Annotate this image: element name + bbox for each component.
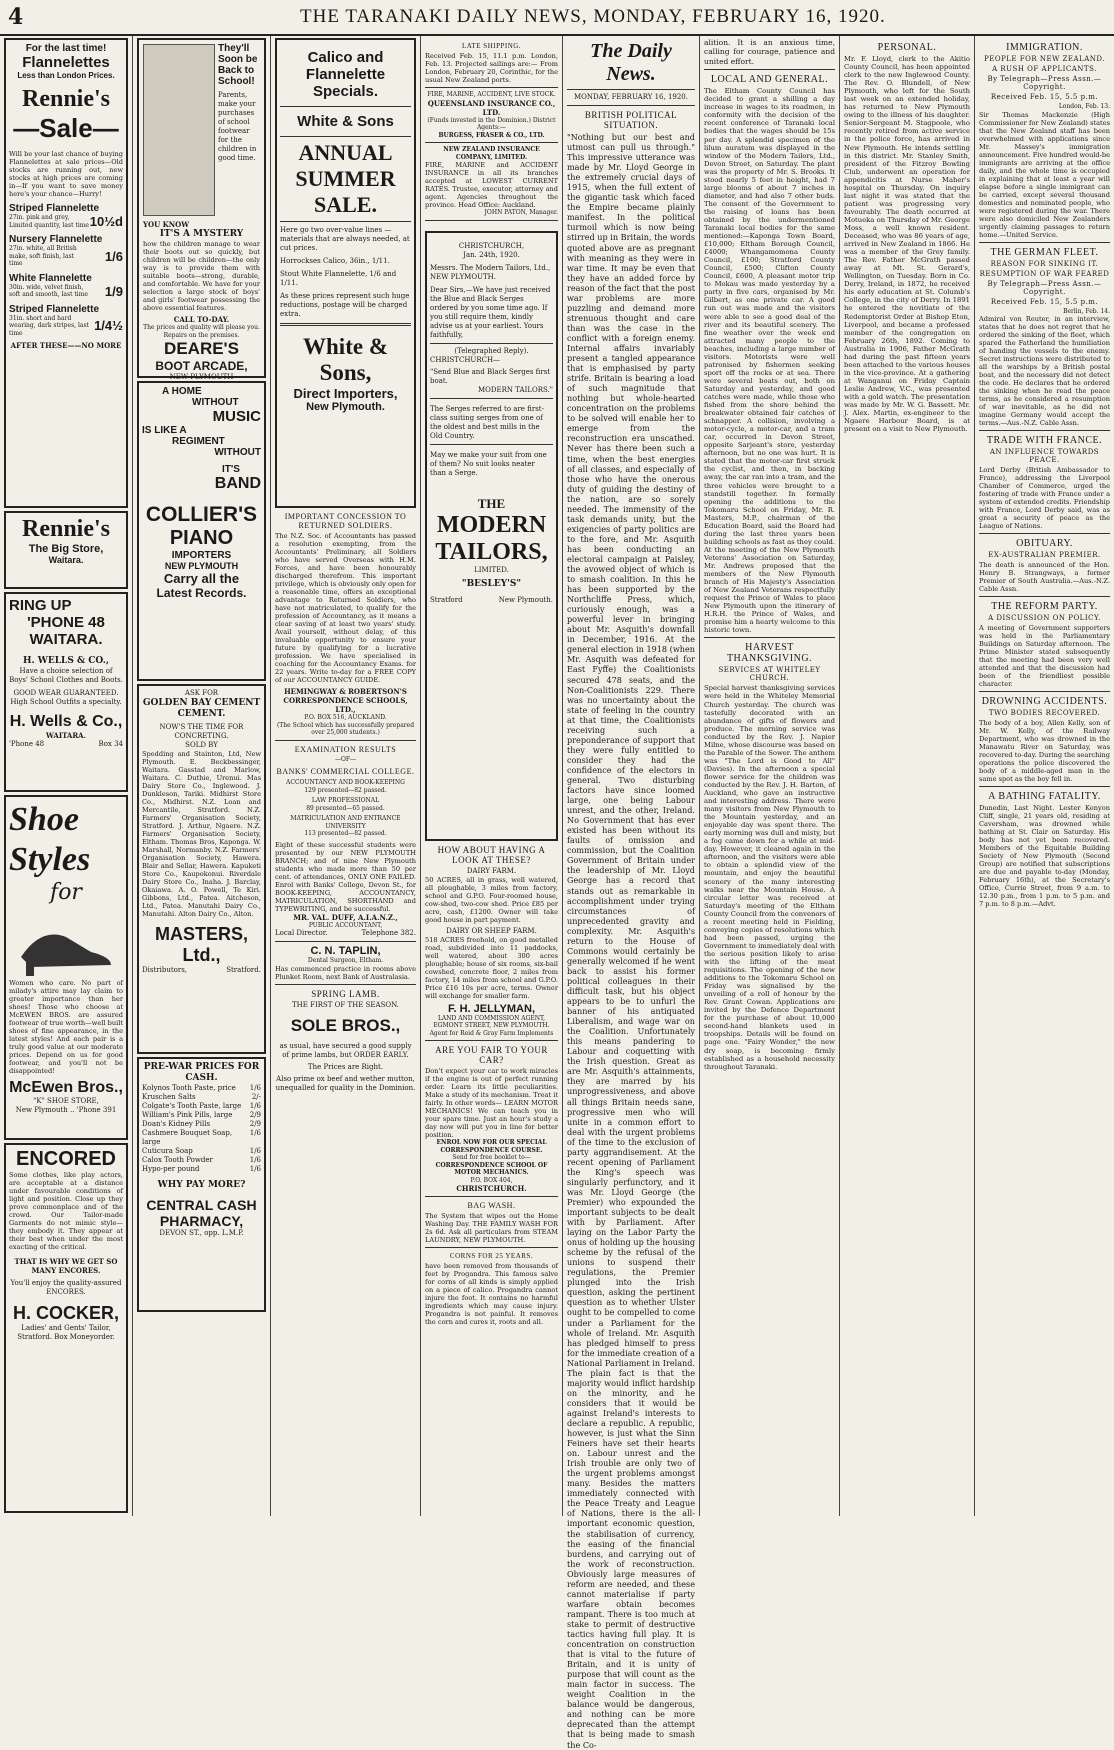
price-value: 2/- <box>251 1093 261 1101</box>
phone-number: 'PHONE 48 <box>27 614 105 631</box>
its: IT'S <box>222 464 240 475</box>
store-name: Rennie's <box>21 86 110 112</box>
editorial-cont: alition. It is an anxious time, calling for courage, patience and united effort. <box>704 38 835 66</box>
obit-text: The death is announced of the Hon. Henry B. Strangways, a former Premier of South Australia.—Aus.-N.Z. Cable Assn. <box>979 561 1110 593</box>
letter-messrs: Messrs. The Modern Tailors, Ltd., NEW PLYMOUTH. <box>430 263 551 281</box>
price-value: 1/6 <box>249 1084 261 1092</box>
besleys: "BESLEY'S" <box>461 578 522 589</box>
letter-date: Jan. 24th, 1920. <box>463 250 520 259</box>
guaranteed: GOOD WEAR GUARANTEED. <box>13 689 119 697</box>
column-2 <box>133 36 271 1516</box>
encored-text: Some clothes, like play actors, are acceptable at a distance under favourable conditions of light and position. Close up they prove commonplace and of the crowd. Our Tailor-made Garments do not mimic style—they embody it. They appear at their best when under the most exacting of the critical. <box>9 1171 123 1251</box>
cocker-sub: Ladies' and Gents' Tailor, Stratford. Box Moneyorder. <box>17 1324 115 1341</box>
trade-text: Lord Derby (British Ambassador to France), addressing the Liverpool Chamber of Commerce, urged the fostering of trade with France under a system of extended credits. Friendship with France, Lord Derby said, was as great a security of peace as the League of Nations. <box>979 466 1110 530</box>
trade-france: TRADE WITH FRANCE. <box>986 435 1103 446</box>
hemingway-addr: P.O. BOX 516, AUCKLAND. <box>304 714 387 721</box>
you-know: YOU KNOW <box>143 220 190 229</box>
enrol-now: ENROL NOW FOR OUR SPECIAL CORRESPONDENCE COURSE. <box>436 1139 547 1154</box>
carry-all: Carry all the <box>163 571 240 586</box>
reform-text: A meeting of Government supporters was held in the Parliamentary Buildings on Saturday afternoon. The Prime Minister stated subsequently that the meeting had been very well attended and that the discussion had been of the friendliest possible character. <box>979 624 1110 688</box>
fleet-resume: RESUMPTION OF WAR FEARED <box>979 269 1110 278</box>
price-row <box>142 1129 261 1147</box>
taplin-name: C. N. TAPLIN, <box>310 945 381 957</box>
wells-text: Have a choice selection of Boys' School Clothes and Boots. <box>9 667 123 684</box>
bathing-fatality: A BATHING FATALITY. <box>988 791 1101 802</box>
encored-title: ENCORED <box>15 1148 116 1170</box>
item-price: 1/6 <box>104 248 123 264</box>
price-value: 2/9 <box>249 1120 261 1128</box>
price-list <box>142 1084 261 1174</box>
public-accountant: PUBLIC ACCOUNTANT, <box>308 921 383 929</box>
wells-name: H. WELLS & CO., <box>22 656 110 666</box>
reform-sub: A DISCUSSION ON POLICY. <box>988 614 1101 622</box>
music: MUSIC <box>212 408 261 425</box>
trade-sub: AN INFLUENCE TOWARDS PEACE. <box>989 448 1100 464</box>
white-sons-town: New Plymouth. <box>306 401 385 413</box>
white-sons-name: White & Sons <box>297 113 394 130</box>
rush-applicants: A RUSH OF APPLICANTS. <box>992 65 1097 73</box>
is-like-a: IS LIKE A <box>142 425 187 436</box>
jellyman: F. H. JELLYMAN, <box>448 1002 535 1015</box>
reply-signed: MODERN TAILORS." <box>477 385 553 394</box>
item-price: 1/4½ <box>94 318 123 334</box>
the: THE <box>477 495 506 511</box>
dairy-text: 50 ACRES, all in grass, well watered, all ploughable, 3 miles from factory, school and G.P.O. Four-roomed house, cow-shed, two-cow shed. Price £85 per acre, cash, £1200. Owner will take good house in part payment. <box>425 875 558 924</box>
booklet: Send for free booklet to— <box>452 1154 531 1161</box>
harvest-sub: SERVICES AT WHITELEY CHURCH. <box>718 666 821 683</box>
cement: CEMENT. <box>177 709 226 719</box>
result-1: ACCOUNTANCY AND BOOK-KEEPING <box>286 779 405 786</box>
summer: SUMMER <box>295 166 396 191</box>
price-value: 1/6 <box>249 1156 261 1164</box>
harvest-text: Special harvest thanksgiving services were held in the Whiteley Memorial Church yesterday. The church was tastefully decorated with an abundance of gifts of flowers and produce. The morning service was conducted by the Rev. J. Napier Milne, whose discourse was based on the Parable of the Sower. The anthem was "The Lord is Good to All" (Davies). In the afternoon a special flower service for the children was conducted by the Rev. J. H. Barton, of Auckland, who gave an instructive and interesting address. There were many visitors from New Plymouth to the Mountain yesterday, and an enjoyable day was spent there. The early morning was dull and misty, but a fog came down for a while at mid-day. However, it cleared again in the afternoon, and the visitors were able to obtain a splendid view of the mountain, and enjoy the beautiful scenery of the many interesting walks near the Mountain House. A circular letter was received at Saturday's meeting of the Eltham County Council from the convenors of a recent meeting held in Fielding, conveying copies of resolutions which had been passed, urging the Government to immediately deal with the serious position likely to arise with the lifting of the meat requisitions. The opening of the new additions to the Tokomaru School on Friday was signalised by the unveiling of a roll of honour by the Rev. Grant Cowan. Applications are invited by the Defence Department for the purchase of about 10,000 second-hand blankets used in troopships. Details will be found on page one. "Fairy Wonder," the new dry soap, is becoming firmly established as a household necessity throughout Taranaki. <box>704 684 836 1071</box>
german-fleet: THE GERMAN FLEET. <box>990 246 1099 258</box>
exam-head: EXAMINATION RESULTS <box>294 744 397 754</box>
price-row <box>142 1120 261 1129</box>
flannelette-item <box>9 203 123 229</box>
corr-school: CORRESPONDENCE SCHOOL OF MOTOR MECHANICS. <box>435 1161 548 1176</box>
john-paton: JOHN PATON, Manager. <box>484 209 558 216</box>
shipping-text: Received Feb. 15, 11.1 p.m. London, Feb. 13. Projected sailings are:— From London, February 20, Corinthic, for the usual New Zealand ports. <box>425 52 558 84</box>
telephone: Telephone 382. <box>361 929 416 937</box>
town: WAITARA. <box>29 631 103 648</box>
corr-city: CHRISTCHURCH. <box>456 1184 527 1193</box>
no-more-notice: AFTER THESE——NO MORE <box>10 341 122 350</box>
boot-arcade: BOOT ARCADE, <box>155 359 248 373</box>
also-beef: Also prime ox beef and wether mutton, unequalled for quality in the Dominion. <box>275 1074 416 1092</box>
editorial-date: MONDAY, FEBRUARY 16, 1920. <box>573 93 688 101</box>
nz-insurance: NEW ZEALAND INSURANCE COMPANY, LIMITED. <box>443 146 540 161</box>
collier-town: NEW PLYMOUTH <box>164 561 239 571</box>
shoe-for: for <box>50 880 82 905</box>
bag-wash: BAG WASH. <box>467 1201 516 1210</box>
column-1 <box>0 36 133 1516</box>
mcewen-shoe-ad <box>4 795 128 1140</box>
masthead <box>0 0 1114 36</box>
column-3 <box>271 36 421 1516</box>
fair-to-car: ARE YOU FAIR TO YOUR CAR? <box>435 1045 548 1065</box>
immigration-head: IMMIGRATION. <box>1006 42 1083 53</box>
piano: PIANO <box>169 527 234 549</box>
val-duff: MR. VAL. DUFF, A.I.A.N.Z., <box>293 912 398 922</box>
letter-city: CHRISTCHURCH, <box>458 241 525 250</box>
regiment: REGIMENT <box>172 436 225 447</box>
local-general: LOCAL AND GENERAL. <box>710 74 829 86</box>
sole-bros: SOLE BROS., <box>290 1015 401 1035</box>
sale-title: —Sale— <box>13 113 119 143</box>
sold-by: SOLD BY <box>185 741 218 749</box>
calico-line: Horrockses Calico, 36in., 1/11. <box>280 257 390 265</box>
price-value: 1/6 <box>249 1165 261 1173</box>
flannelette-line: Stout White Flannelette, 1/6 and 1/11. <box>280 270 397 287</box>
drown-text: The body of a boy, Allen Kelly, son of Mr. W. Kelly, of the Railway Department, who was drowned in the Manawatu River on Saturday, was recovered to-day. During the searching operations the police discovered the body of a middle-aged man in the same spot as the boy fell in. <box>979 719 1110 783</box>
how-about: HOW ABOUT HAVING A LOOK AT THESE? <box>437 844 546 865</box>
qld-sub: (Funds invested in the Dominion.) District Agents:— <box>427 116 556 131</box>
item-name: Nursery Flannelette <box>9 234 103 245</box>
price-row <box>142 1165 261 1174</box>
item-desc: 31in. short and hard wearing, dark stripes, last time <box>9 314 89 337</box>
call-today: CALL TO-DAY. <box>173 315 230 324</box>
annual: ANNUAL <box>298 140 393 165</box>
deares-ad <box>137 38 266 381</box>
page-number: 4 <box>8 4 24 30</box>
flannelette-item <box>9 234 123 268</box>
telegraphed-reply: (Telegraphed Reply). <box>454 346 529 355</box>
repairs: Repairs on the premises. <box>163 331 240 339</box>
tailors-strat: Stratford <box>430 595 463 604</box>
without-1: WITHOUT <box>192 397 239 408</box>
sale-text: Here go two over-value lines —materials that are always needed, at cut prices. <box>280 226 410 252</box>
late-shipping: LATE SHIPPING. <box>461 42 522 50</box>
deares-name: DEARE'S <box>164 339 239 358</box>
masters-town: Stratford. <box>226 966 261 974</box>
reply-send: "Send Blue and Black Serges first boat. <box>430 367 551 385</box>
ad-header: For the last time! <box>25 43 107 54</box>
importers: IMPORTERS <box>171 550 232 561</box>
golden-bay: GOLDEN BAY CEMENT <box>142 698 261 708</box>
agent-for: Agent for Reid & Gray Farm Implements <box>429 1029 554 1037</box>
store-town: Waitara. <box>48 555 84 565</box>
fleet-received: Received Feb. 15, 5.5 p.m. <box>990 297 1099 306</box>
hemingway-text: (The School which has successfully prepared over 25,000 students.) <box>276 721 415 736</box>
pharmacy: PHARMACY, <box>159 1213 244 1229</box>
item-name: Striped Flannelette <box>9 203 100 214</box>
land-agent: LAND AND COMMISSION AGENT, EGMONT STREET, NEW PLYMOUTH. <box>433 1014 550 1029</box>
price-value: 1/6 <box>249 1147 261 1155</box>
price-row <box>142 1156 261 1165</box>
two-bodies: TWO BODIES RECOVERED. <box>988 709 1101 717</box>
fair-text: Don't expect your car to work miracles if the engine is out of perfect running order. Learn its little peculiarities. Make a study of its mechanism. Treat it fairly. In other words— LEARN MOTOR MECHANICS! We can teach you in your spare time. Just an hour's study a day now will put you in line for better position. <box>425 1067 558 1139</box>
price-row <box>142 1102 261 1111</box>
price-item: Calox Tooth Powder <box>142 1156 213 1164</box>
modern: MODERN <box>436 511 547 538</box>
people-nz: PEOPLE FOR NEW ZEALAND. <box>984 55 1105 63</box>
corns-text: have been removed from thousands of feet by Progandra. This famous salve for corns of all kinds is simply applied on a piece of calico. Progandra cannot injure the foot. It contains no harmful ingredients which may cause injury. Progandra is not painful. It removes the corn and cures it, roots and all. <box>425 1262 558 1326</box>
ad-intro: Will be your last chance of buying Flannelettes at sale prices—Old stocks are running out, new stocks at high prices are coming in—If you want to save money here's your chance—Hurry! <box>9 150 123 198</box>
bag-text: The System that wipes out the Home Washing Day. THE FAMILY WASH FOR 2s 6d. Ask all particulars from STEAM LAUNDRY, NEW PLYMOUTH. <box>425 1212 558 1244</box>
personal-head: PERSONAL. <box>877 42 937 53</box>
wells-box: Box 34 <box>98 740 123 748</box>
exam-of: —OF— <box>334 755 357 763</box>
encored-why: THAT IS WHY WE GET SO MANY ENCORES. <box>14 1257 118 1275</box>
corr-pobox: P.O. BOX 404, <box>470 1176 513 1184</box>
price-item: Colgate's Tooth Paste, large <box>142 1102 242 1110</box>
serges-text: The Serges referred to are first-class suiting serges from one of the oldest and best mills in the Old Country. <box>430 404 544 440</box>
latest-records: Latest Records. <box>156 586 247 600</box>
imm-received: Received Feb. 15, 5.5 p.m. <box>990 93 1099 101</box>
sale: SALE. <box>314 192 377 217</box>
taplin-sub: Dental Surgeon, Eltham. <box>307 957 384 964</box>
imm-london: London, Feb. 13. <box>1058 103 1110 110</box>
personal-text: Mr. F. Lloyd, clerk to the Akitio County Council, has been appointed clerk to the new Inglewood County. The Rev. O. Blundell, of New Plymouth, who left for the South last week on an extended holiday, has returned to New Plymouth owing to the illness of his daughter. Senior-Sergeant M. Stagpoole, who recently retired from active service in the police force, has arrived in New Plymouth. He intends settling in this district. Mr. Stanley Smith, president of the Fitzroy Bowling Club, underwent an operation for appendicitis at Nurse Maher's hospital on Thursday. On inquiry last night it was stated that the patient was progressing very favourably. The death occurred at Motueka on Thursday of Mr. George Moss, a well known resident. Deceased, who was 86 years of age, arrived in New Zealand in 1866. He was a member of the Grey family. The Rev. Father McGrath passed away at Mt. St. Gerard's, Wellington, on Tuesday. Born in Co. Derry, Ireland, in 1872, he received his early education at St. Columb's College, in the city of Derry. In 1891 he entered the novitiate of the Redemptorist Order at Bishop Eton, Liverpool, and became a professed member of the congregation on February 26th, 1892. Coming to Australia in 1906, Father McGrath had during the past fifteen years been attached to the various houses in the vice-province. At a gathering at Wanganui on Friday Captain Leslie Andrew, V.C., was presented with a gold watch. The presentation was made by Mr. W. G. Bassett. Mr. J. Alex. Martin, ex-engineer to the Ngaere Harbour Board, is at present on a visit to New Plymouth. <box>844 55 970 434</box>
result-1-num: 129 presented—82 passed. <box>304 786 387 794</box>
concession-head: IMPORTANT CONCESSION TO RETURNED SOLDIERS. <box>284 512 407 530</box>
price-row <box>142 1093 261 1102</box>
mystery-text: how the children manage to wear their boots out so quickly, but children will be children—the only way is to provide them with suitable boots—strong, durable, and comfortable. We have for your selection a large stock of boys' and girls' footwear possessing the above essential features. <box>143 240 260 312</box>
mcewen-name: McEwen Bros., <box>9 1079 123 1096</box>
item-price: 1/9 <box>104 283 123 299</box>
ex-premier: EX-AUSTRALIAN PREMIER. <box>988 551 1101 559</box>
prices-right: The Prices are Right. <box>307 1062 384 1071</box>
editorial-text: "Nothing but our best and utmost can pull us through." This impressive utterance was made by Mr. Lloyd George in the extremely crucial days of 1915, when the full extent of the gigantic task which faced the Empire became plainly manifest. In the political turmoil which is now being stirred up in Britain, the words quoted above are as pregnant with meaning as they were in war time. It may be even that they have an added force by reason of the fact that the post war problems are more puzzling and demand more strenuous thought and care than was the case in the conflict with a foreign enemy. Internal affairs invariably present a tangled appearance that is emphasised by party strife. Britain is bearing a load of such magnitude that nothing but whole-hearted concentration on the problems to be solved will enable her to emerge from the reconstruction era unscathed. Never has there been such a time, when the best energies of all classes, and especially of those who have the onerous duty of guiding the destiny of the nation, are so sorely needed. The immensity of the task demands unity, but the exigencies of party politics are to the fore, and Mr. Asquith has been conducting an electoral campaign at Paisley, the avowed object of which is to smash coalition. In this he has been supported by the Northcliffe Press, which, curiously enough, was a powerful lever in bringing about Mr. Asquith's downfall in December, 1916. At the general election in 1918 (when Mr. Asquith was defeated for East Fyffe) the Coalitionists secured 478 seats, and the Non-Coalitionists 229. There was no uncertainty about the state of feeling in the country at that time, the Coalitionists receiving such a preponderance of support that they were fully entitled to consider they had the confidence of the electors in general. Two disturbing factors have since loomed large, one being Labour unrest, and the other, Ireland. No Government that has ever existed has been without its faults of omission and commission, but the Coalition Government of Britain under the leadership of Mr. Lloyd George has a record that stands out as remarkable in accomplishment under trying circumstances of unprecedented gravity and complexity. Mr. Asquith's return to the House of Commons would certainly be generally welcomed if he went back to assist his former political colleagues in their difficult task, but his object appears to be to unfurl the banner of his antiquated Liberalism, and wage war on the Coalition. Unfortunately this means pandering to Labour and coquetting with the Irish question. Great as are Mr. Asquith's attainments, they are marred by his unprogressiveness, and above all things Britain needs sane, progressive men who will unite in a common effort to deal with the urgent problems of the time to the exclusion of party aggrandisement. At the recent opening of Parliament the King's speech was singularly perfunctory, and it was Mr. Lloyd George (the Premier) who expounded the important subjects to be dealt with by Parliament. After laying on the Labor Party the onus of holding up the housing scheme by the refusal of the unions to suspend their regulations, the Premier plunged into the Irish question, asking the pertinent question as to whether Ulster ought to be compelled to come under a Parliament for the whole of Ireland. Mr. Asquith has pledged himself to press for the immediate creation of a National Parliament in Ireland. The plain fact is that the majority would inflict hardship on the minority, and he considers that it would be against Ireland's interests to declare a republic. A republic, however, is just what the Sinn Feiners have set their hearts on. Labour unrest and the Irish trouble are only two of the urgent problems amongst many. Besides the matters immediately connected with the Peace Treaty and League of Nations, there is the all-important economic question, the stabilisation of currency, the easing of the financial burdens, and carrying out of the work of reconstruction. Obviously large measures of reform are needed, and these cannot materialise if party warfare obtain becomes rampant. There is too much at stake to permit of destructive tactics having full play. It is concentration on construction that is vital to the future of Britain, and it is unity of purpose that will count as the main factor in success. The weight Coalition in the balance would be dangerous, and nothing can be more deprecated than the attempt that is being made to smash the Co- <box>567 132 695 1750</box>
item-desc: 30in. wide, velvet finish, soft and smooth, last time <box>9 283 88 298</box>
burgess: BURGESS, FRASER & CO., LTD. <box>438 131 545 139</box>
editorial-headline: BRITISH POLITICAL SITUATION. <box>584 110 678 130</box>
calico-title: Calico and Flannelette Specials. <box>305 49 386 100</box>
column-5 <box>563 36 700 1750</box>
sheep-farm: DAIRY OR SHEEP FARM. <box>446 926 537 935</box>
harvest-head: HARVEST THANKSGIVING. <box>726 642 813 665</box>
hemingway-name: HEMINGWAY & ROBERTSON'S CORRESPONDENCE SCHOOLS, LTD., <box>283 687 408 714</box>
tailors: TAILORS, <box>435 538 548 565</box>
masters-name: MASTERS, Ltd., <box>154 924 248 965</box>
ring-up: RING UP <box>9 597 72 614</box>
limited: LIMITED. <box>474 565 509 574</box>
direct-importers: Direct Importers, <box>293 386 398 401</box>
back-to-school: They'll Soon be Back to School! <box>218 43 258 87</box>
white-sons-bottom: White & Sons, <box>303 334 388 385</box>
flannelette-items <box>9 203 123 337</box>
price-value: 1/6 <box>249 1102 261 1110</box>
back-to-school-text: Parents, make your purchases of school footwear for the children in good time. <box>218 91 257 162</box>
ask-for: ASK FOR <box>184 689 219 697</box>
without-2: WITHOUT <box>214 447 261 458</box>
sole-text: as usual, have secured a good supply of prime lambs, but ORDER EARLY. <box>279 1041 412 1059</box>
fleet-byline: By Telegraph—Press Assn.—Copyright. <box>987 279 1102 296</box>
wells-name-2: H. Wells & Co., <box>9 713 123 730</box>
flannelette-item <box>9 273 123 299</box>
taplin-text: Has commenced practice in rooms above Plunket Room, next Bank of Australasia. <box>275 964 416 981</box>
nzi-text: FIRE, MARINE and ACCIDENT INSURANCE in all its branches accepted at LOWEST CURRENT RATES. Trustee, executor, attorney and agent. Agencies throughout the province. Head Office: Auckland. <box>425 161 558 209</box>
shoe-styles: Shoe Styles <box>9 801 91 878</box>
ad-tagline: Less than London Prices. <box>17 71 115 80</box>
price-item: Kruschen Salts <box>142 1093 196 1101</box>
white-sons-sale-ad <box>275 38 416 508</box>
why-pay-more: WHY PAY MORE? <box>157 1180 246 1190</box>
flannelette-item <box>9 304 123 338</box>
call-text: The prices and quality will please you. <box>143 324 260 331</box>
imm-byline: By Telegraph—Press Assn.—Copyright. <box>987 75 1102 91</box>
store-name-2: Rennie's <box>21 516 110 542</box>
now-time: NOW'S THE TIME FOR CONCRETING. <box>159 723 244 740</box>
shoe-text: Women who care. No part of milady's attire may lay claim to greater importance than her shoes! Those who choose at McEWEN BROS. are assured footwear of true worth—well built shoes of fine appearance, in the latest styles! And each pair is a truly good value at our moderate prices. Depend on us for good footwear, and you'll not be disappointed! <box>9 979 123 1075</box>
column-8 <box>975 36 1114 1516</box>
dairy-farm: DAIRY FARM. <box>466 866 517 875</box>
price-row <box>142 1111 261 1120</box>
fleet-berlin: Berlin, Feb. 14. <box>1063 307 1110 315</box>
sellers-list: Spedding and Stainton, Ltd, New Plymouth. E. Beckbessinger, Waitara. Gasstad and Marlow, Waitara. C. Duthie, Urenui. Mas Dairy Store Co., Inglewood. J. Dunkleson, Tariki. Midhirst Store Co., Midhirst. N.Z. Loan and Mercantile, Stratford. N.Z. Farmers' Organisation Society, Stratford. J. Arthur, Ngaere. N.Z. Farmers' Organisation Society, Eltham. Thomas Bros, Kaponga. W. Marshall, Normanby. N.Z. Farmers' Organisation Society, Hawera. Blair and Sellar, Hawera. Kapuketi Store Co., Kaupokonui. Riverdale Dairy Store Co., Inaha. J. Barclay, Okaiawa. A. O. Powell, Te Kiri. Gibbons, Ltd., Patea. Aitcheson, Ltd., Patea. Manutahi Dairy Co., Manutahi. Alton Dairy Co., Alton. <box>142 750 261 918</box>
corns-head: CORNS FOR 25 YEARS. <box>449 1252 534 1260</box>
mcewen-addr: New Plymouth .. 'Phone 391 <box>15 1106 117 1114</box>
fire-marine: FIRE, MARINE, ACCIDENT, LIVE STOCK. <box>427 91 556 98</box>
distributors: Distributors, <box>142 966 188 974</box>
deares-town: NEW PLYMOUTH <box>169 373 234 381</box>
reply-city: CHRISTCHURCH— <box>430 355 501 364</box>
result-2-num: 89 presented—65 passed. <box>306 804 385 812</box>
drowning: DROWNING ACCIDENTS. <box>981 696 1108 707</box>
wells-phone: 'Phone 48 <box>9 740 45 748</box>
a-home: A HOME <box>162 386 202 397</box>
banks-college: BANKS' COMMERCIAL COLLEGE. <box>276 767 415 776</box>
local-text: The Eltham County Council has decided to grant a shilling a day increase in wages to its roadmen, in conformity with the decision of the recent conference of Taranaki local bodies that the wages should be 15s per day. A splendid specimen of the lilum auratum was displayed in the window of the Modern Tailors, Ltd., Devon Street, on Saturday. The plant was the property of Mr. S. Brooks. It stood nearly 5 feet in height, had 7 large blooms of about 7 inches in diameter, and had also 7 other buds. The consent of the Government to the raising of loans has been obtained by the undermentioned Taranaki local bodies for the same mentioned:—Kaponga Town Board, £10,000; Eltham Borough Council, £4000; Whangamomona County Council, £100; Stratford County Council, £500; Clifton County Council, £600, A pleasant motor trip to Mokau was made yesterday by a party in five cars, organised by Mr. Gilbert, as one private car. A good run out was made and the visitors were able to see a good deal of the river and its beautiful scenery. The fine weather over the week end attracted many people to the beaches, including a large number of visitors. Motorists were well patronised by fishermen seeking sport off the rocks or at sea. There were several boats out, both on Saturday and yesterday, and good catches were made, while those who fished from the shore behind the breakwater obtained fair catches of schnapper. A collision, involving a motor-cycle, a motor-car, and a tram car, occurred in Devon Street, opposite Sarjeant's store, yesterday afternoon, but no one was hurt. It is stated that the motor-car first struck the cyclist, and then, in backing away, the car ran into a tram, and the three vehicles were brought to a standstill together. In formally opening the additions to the Tokomaru School on Friday, Mr. R. Masters, M.P., chairman of the Education Board, said the Board had during the last three years been building schools as fast as they could. At the meeting of the New Plymouth Veterans' Association on Saturday, Mr. Andrews proposed that the members of the New Plymouth branch of His Majesty's Association of New Zealand Veterans respectfully request the Prince of Wales to place New Plymouth upon the itinerary of H.R.H. the Prince of Wales, and promise him a hearty welcome to this historic town. <box>704 87 835 635</box>
price-item: Hypo-per pound <box>142 1165 200 1173</box>
price-item: Kolynos Tooth Paste, price <box>142 1084 236 1092</box>
pharmacy-ad <box>137 1057 266 1312</box>
local-director: Local Director. <box>275 929 328 937</box>
daily-news-masthead: The Daily News. <box>590 40 672 85</box>
immigration-text: Sir Thomas Mackenzie (High Commissioner for New Zealand) states that the New Zealand staff has been overwhelmed with applications since Mr. Massey's immigration announcement. Five hundred would-be immigrants are arriving at the office daily, and the whole time is occupied in explaining that at least a year will elapse before a single immigrant can be carried, except several thousand domestics and nominated people, who were registered during the war. There were also domiciled New Zealanders urgently claiming passages to return home.—United Service. <box>979 110 1111 239</box>
prewar-title: PRE-WAR PRICES FOR CASH. <box>143 1062 260 1083</box>
price-item: Doan's Kidney Pills <box>142 1120 211 1128</box>
price-value: 2/9 <box>249 1111 261 1119</box>
fleet-reason: REASON FOR SINKING IT. <box>990 259 1099 268</box>
wells-town: WAITARA. <box>45 731 87 740</box>
mystery: IT'S A MYSTERY <box>159 229 244 239</box>
postage-note: As these prices represent such huge reductions, postage will be charged extra. <box>280 292 410 318</box>
concession-text: The N.Z. Soc. of Accountants has passed a resolution exempting, from the Accountants' Preliminary, all Soldiers who have served Overseas with H.M. Forces, and have been honourably discharged therefrom. This important privilege, which is obviously only open for a reasonable time, offers an exceptional advantage to Returned Soldiers, who have not matriculated, to qualify for the profession of Accountancy, as it means a clear saving of at least two years' study. Avail yourself, without delay, of this invaluable opportunity to ensure your future by qualifying for a lucrative profession. We have specialised in coaching for the Accountancy Exams. for 22 years. Write to-day for a FREE COPY of our ACCOUNTANCY GUIDE. <box>275 532 416 684</box>
spring-lamb: SPRING LAMB. <box>311 988 380 999</box>
queensland-insurance: QUEENSLAND INSURANCE CO., LTD. <box>427 98 556 117</box>
item-name: White Flannelette <box>9 272 92 284</box>
mcewen-sub: "K" SHOE STORE, <box>33 1097 99 1105</box>
store-sub: The Big Store, <box>28 543 104 555</box>
price-row <box>142 1084 261 1093</box>
item-name: Striped Flannelette <box>9 303 100 315</box>
ad-product: Flannelettes <box>22 54 110 71</box>
band: BAND <box>214 475 261 492</box>
price-item: Cashmere Bouquet Soap, large <box>142 1129 233 1146</box>
result-2: LAW PROFESSIONAL <box>311 797 380 804</box>
golden-bay-cement-ad <box>137 684 266 1054</box>
price-item: William's Pink Pills, large <box>142 1111 233 1119</box>
may-we: May we make your suit from one of them? No suit looks neater than a Serge. <box>430 450 547 477</box>
collier-name: COLLIER'S <box>145 503 258 526</box>
bath-text: Dunedin, Last Night. Lester Kenyon Cliff, single, 21 years old, residing at Caversham, was drowned while bathing at St. Clair on Saturday. His body has not yet been recovered. Members of the Equitable Building Society of New Plymouth (Second Group) are notified that subscriptions are due and payable to-day (Monday, February 16th), at the Secretary's Office, Currie Street, from 9 a.m. to 12.30 p.m., from 1 p.m. to 5 p.m. and 7 p.m. to 8 p.m.—Advt. <box>979 804 1110 908</box>
cocker-name: H. COCKER, <box>12 1303 119 1323</box>
encored-enjoy: You'll enjoy the quality-assured ENCORES. <box>10 1279 122 1296</box>
result-3: MATRICULATION AND ENTRANCE UNIVERSITY <box>290 815 401 830</box>
newspaper-title: THE TARANAKI DAILY NEWS, MONDAY, FEBRUARY 16, 1920. <box>300 6 886 27</box>
speciality: High School Outfits a specialty. <box>10 698 122 706</box>
letter-body: Dear Sirs,—We have just received the Blue and Black Serges ordered by you some time ago. If you still require them, kindly advise us at your earliest. Yours faithfully, <box>430 285 551 339</box>
item-price: 10½d <box>89 214 123 229</box>
tailors-np: New Plymouth. <box>498 595 553 604</box>
fleet-text: Admiral von Reuter, in an interview, states that he does not regret that he ordered the sinking of the fleet, which spared the Fatherland the humiliation of handing the vessels to the enemy. Secret instructions were distributed to all the warships by a British postal boat, and the necessary did not detect the code. He declares that he ordered the sinking when he read the peace terms, as he considered a resumption of war inevitable, as he did not imagine Germany would accept the terms.—Aus.-N.Z. Cable Assn. <box>979 315 1110 427</box>
result-3-num: 113 presented—82 passed. <box>304 830 387 837</box>
reform-party: THE REFORM PARTY. <box>991 601 1098 612</box>
item-desc: 27in. white, all British make, soft finish, last time <box>9 245 77 267</box>
rennies-flannelette-ad <box>4 38 128 508</box>
modern-tailors-ad <box>425 231 558 841</box>
price-value: 1/6 <box>249 1129 261 1137</box>
rennies-store-ad <box>4 511 128 589</box>
column-6 <box>700 36 840 1516</box>
central-cash: CENTRAL CASH <box>146 1197 257 1213</box>
pharmacy-address: DEVON ST., opp. L.M.P. <box>159 1229 244 1237</box>
shoe-illustration <box>11 907 121 977</box>
item-desc: 27in. pink and grey, Limited quantity, last time <box>9 214 89 229</box>
obituary: OBITUARY. <box>1016 538 1073 549</box>
first-of-season: THE FIRST OF THE SEASON. <box>291 1000 400 1009</box>
price-item: Cuticura Soap <box>142 1147 193 1155</box>
price-row <box>142 1147 261 1156</box>
schoolboy-illustration <box>143 44 215 216</box>
sheep-text: 518 ACRES freehold, on good metalled road, subdivided into 11 paddocks, well watered, about 300 acres ploughable; house of six rooms, six-bail cowshed, concrete floor, 2 miles from factory, 14 miles from school and G.P.O. Price £16 10s per acre, terms. Owner will exchange for smaller farm. <box>425 935 558 1000</box>
column-7 <box>840 36 975 1516</box>
cocker-ad <box>4 1143 128 1513</box>
exam-text: Eight of these successful students were presented by our NEW PLYMOUTH BRANCH; and of nine New Plymouth students who made more than 50 per cent. of attendances, ONLY ONE FAILED. Enrol with Banks' College, Devon St., for BOOK-KEEPING, ACCOUNTANCY, MATRICULATION, SHORTHAND and TYPEWRITING, and be successful. <box>275 840 416 913</box>
column-4 <box>421 36 563 1516</box>
wells-ad <box>4 592 128 792</box>
collier-ad <box>137 381 266 681</box>
